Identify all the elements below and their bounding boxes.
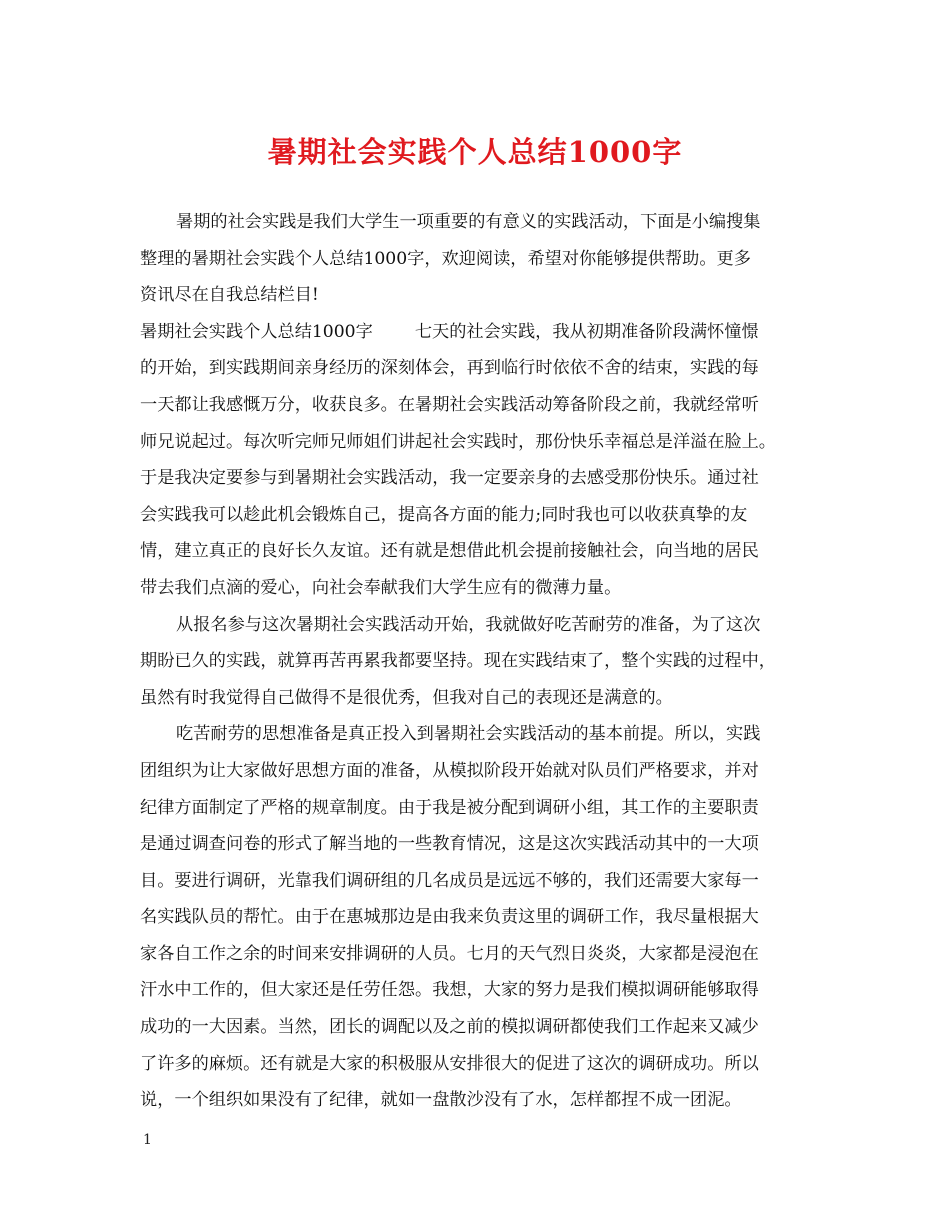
paragraph-line: 说，一个组织如果没有了纪律，就如一盘散沙没有了水，怎样都捏不成一团泥。 <box>140 1090 742 1111</box>
paragraph-line: 虽然有时我觉得自己做得不是很优秀，但我对自己的表现还是满意的。 <box>140 687 673 708</box>
section-heading: 暑期社会实践个人总结1000字 <box>140 321 373 342</box>
paragraph-line: 情，建立真正的良好长久友谊。还有就是想借此机会提前接触社会，向当地的居民 <box>140 541 759 562</box>
paragraph-line: 的开始，到实践期间亲身经历的深刻体会，再到临行时依依不舍的结束，实践的每 <box>140 358 759 379</box>
paragraph-line: 成功的一大因素。当然，团长的调配以及之前的模拟调研都使我们工作起来又减少 <box>140 1017 759 1038</box>
paragraph-line: 师兄说起过。每次听完师兄师姐们讲起社会实践时，那份快乐幸福总是洋溢在脸上。 <box>140 431 776 452</box>
paragraph-line: 团组织为让大家做好思想方面的准备，从模拟阶段开始就对队员们严格要求，并对 <box>140 760 759 781</box>
document-title: 暑期社会实践个人总结1000字 <box>267 135 683 169</box>
paragraph-line: 期盼已久的实践，就算再苦再累我都要坚持。现在实践结束了，整个实践的过程中， <box>140 651 776 672</box>
subtitle-line <box>140 314 824 351</box>
paragraph-line: 整理的暑期社会实践个人总结1000字，欢迎阅读，希望对你能够提供帮助。更多 <box>140 248 751 269</box>
paragraph-line: 了许多的麻烦。还有就是大家的积极服从安排很大的促进了这次的调研成功。所以 <box>140 1053 759 1074</box>
paragraph-line: 家各自工作之余的时间来安排调研的人员。七月的天气烈日炎炎，大家都是浸泡在 <box>140 943 759 964</box>
page-number: 1 <box>143 1132 152 1148</box>
paragraph-line: 带去我们点滴的爱心，向社会奉献我们大学生应有的微薄力量。 <box>140 577 622 598</box>
paragraph-line: 是通过调查问卷的形式了解当地的一些教育情况，这是这次实践活动其中的一大项 <box>140 834 759 855</box>
paragraph-line: 从报名参与这次暑期社会实践活动开始，我就做好吃苦耐劳的准备，为了这次 <box>176 614 761 635</box>
paragraph-line: 汗水中工作的，但大家还是任劳任怨。我想，大家的努力是我们模拟调研能够取得 <box>140 980 759 1001</box>
paragraph-line: 目。要进行调研，光靠我们调研组的几名成员是远远不够的，我们还需要大家每一 <box>140 870 759 891</box>
paragraph-line: 会实践我可以趁此机会锻炼自己，提高各方面的能力;同时我也可以收获真挚的友 <box>140 504 748 525</box>
paragraph-line: 七天的社会实践，我从初期准备阶段满怀憧憬 <box>414 321 759 342</box>
document-body <box>140 204 824 1119</box>
paragraph-line: 于是我决定要参与到暑期社会实践活动，我一定要亲身的去感受那份快乐。通过社 <box>140 468 759 489</box>
paragraph-line: 资讯尽在自我总结栏目! <box>140 285 319 306</box>
paragraph-line: 名实践队员的帮忙。由于在惠城那边是由我来负责这里的调研工作，我尽量根据大 <box>140 907 759 928</box>
paragraph-line: 暑期的社会实践是我们大学生一项重要的有意义的实践活动，下面是小编搜集 <box>176 212 761 232</box>
paragraph-line: 纪律方面制定了严格的规章制度。由于我是被分配到调研小组，其工作的主要职责 <box>140 797 759 818</box>
paragraph-line: 一天都让我感慨万分，收获良多。在暑期社会实践活动筹备阶段之前，我就经常听 <box>140 394 759 415</box>
paragraph-line: 吃苦耐劳的思想准备是真正投入到暑期社会实践活动的基本前提。所以，实践 <box>176 724 761 745</box>
